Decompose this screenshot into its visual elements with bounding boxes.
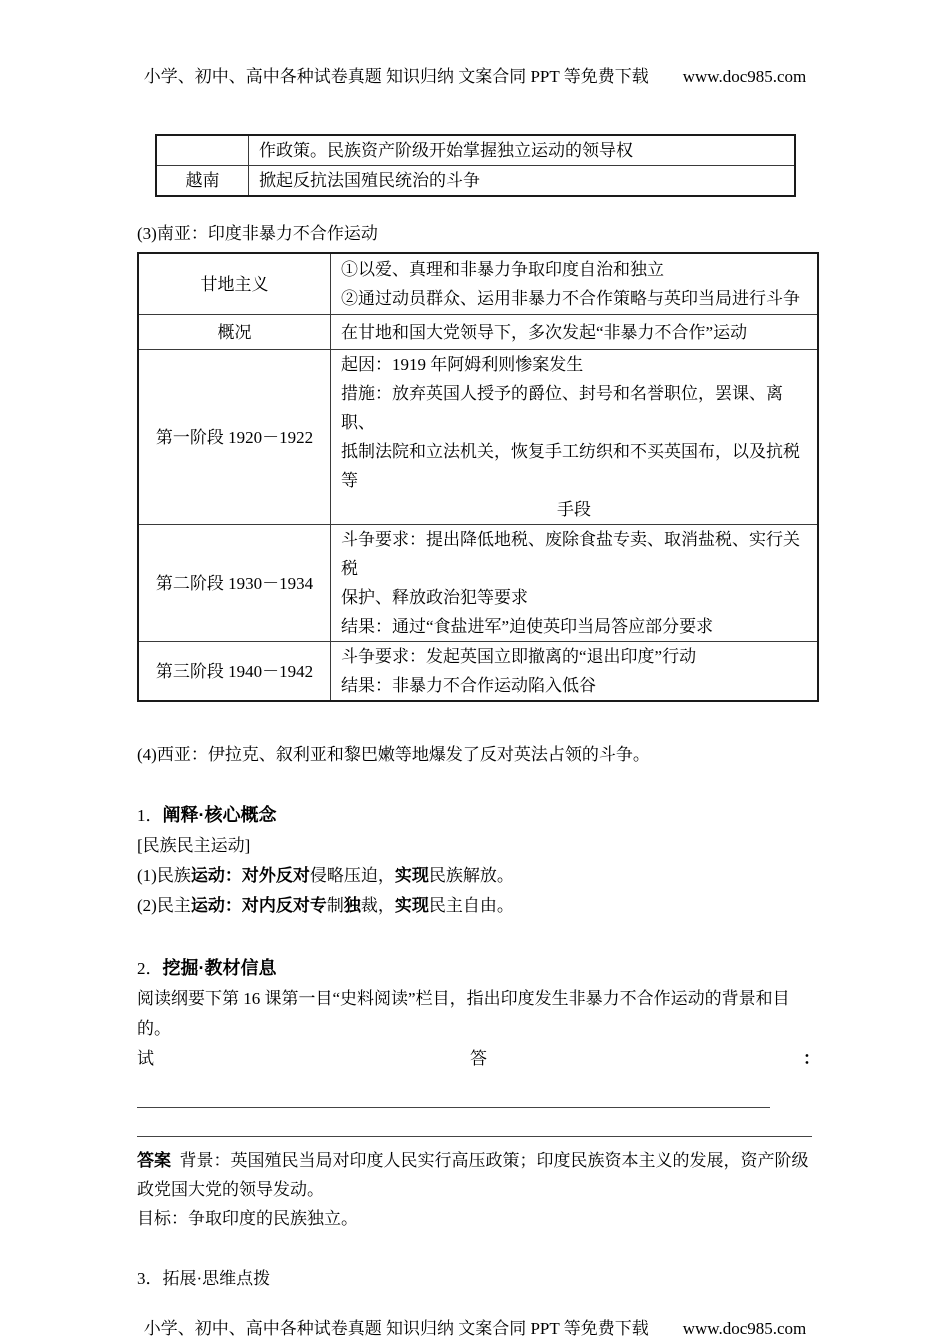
cell-line: 起因：1919 年阿姆利则惨案发生 bbox=[341, 355, 584, 374]
footer-text: 小学、初中、高中各种试卷真题 知识归纳 文案合同 PPT 等免费下载 bbox=[143, 1319, 649, 1338]
block3-heading bbox=[137, 1264, 820, 1294]
answer-text-line2: 政党国大党的领导发动。 bbox=[137, 1180, 324, 1199]
concept1-seg: (1)民族 bbox=[137, 866, 191, 885]
concept2-seg: 独 bbox=[343, 896, 361, 915]
concept1-seg: 侵略压迫， bbox=[309, 866, 395, 885]
table-row bbox=[138, 315, 818, 350]
continuation-table bbox=[155, 134, 796, 197]
row-label-stage2: 第二阶段 1930－1934 bbox=[138, 525, 331, 642]
row-value bbox=[331, 642, 819, 702]
concept1-seg: 实现 bbox=[394, 866, 429, 885]
gandhi-table bbox=[137, 252, 819, 702]
concept-item-1 bbox=[137, 861, 820, 891]
table-row bbox=[138, 350, 818, 525]
block1-title: 阐释·核心概念 bbox=[162, 805, 277, 825]
answer-text-line1: 背景：英国殖民当局对印度人民实行高压政策；印度民族资本主义的发展，资产阶级 bbox=[179, 1151, 809, 1170]
header-site-link[interactable]: www.doc985.com bbox=[682, 67, 807, 86]
block1-heading bbox=[137, 800, 820, 831]
answer-paragraph bbox=[137, 1146, 820, 1233]
concept1-seg: 运动：对外反对 bbox=[190, 866, 310, 885]
table-row bbox=[156, 166, 795, 197]
try-answer-row bbox=[137, 1044, 820, 1074]
block2-heading bbox=[137, 953, 820, 984]
row-value: 在甘地和国大党领导下，多次发起“非暴力不合作”运动 bbox=[331, 315, 819, 350]
cell-line: ②通过动员群众、运用非暴力不合作策略与英印当局进行斗争 bbox=[341, 289, 800, 308]
block2-number: 2． bbox=[137, 959, 163, 978]
table-row bbox=[138, 525, 818, 642]
row-value bbox=[331, 525, 819, 642]
cell-line: 斗争要求：提出降低地税、废除食盐专卖、取消盐税、实行关税 bbox=[341, 530, 800, 578]
cell-line: 保护、释放政治犯等要求 bbox=[341, 588, 528, 607]
cell-line: 措施：放弃英国人授予的爵位、封号和名誉职位，罢课、离职、 bbox=[341, 384, 783, 432]
page-header bbox=[0, 0, 950, 87]
row-value: 掀起反抗法国殖民统治的斗争 bbox=[249, 166, 796, 197]
cell-line: 抵制法院和立法机关，恢复手工纺织和不买英国布，以及抗税等 bbox=[341, 442, 800, 490]
concept2-seg: 实现 bbox=[394, 896, 429, 915]
colon-mark: ： bbox=[803, 1049, 820, 1068]
concept2-seg: (2)民主 bbox=[137, 896, 191, 915]
answer-blank-line-1 bbox=[137, 1087, 770, 1108]
block1-number: 1． bbox=[137, 806, 163, 825]
answer-blank-line-2 bbox=[137, 1116, 812, 1137]
concept2-seg: 民主自由。 bbox=[428, 896, 514, 915]
row-value bbox=[331, 253, 819, 315]
row-value bbox=[331, 350, 819, 525]
cell-line: 斗争要求：发起英国立即撤离的“退出印度”行动 bbox=[341, 647, 697, 666]
answer-goal-line: 目标：争取印度的民族独立。 bbox=[137, 1209, 358, 1228]
row-label-stage3: 第三阶段 1940－1942 bbox=[138, 642, 331, 702]
row-label-stage1: 第一阶段 1920－1922 bbox=[138, 350, 331, 525]
cell-line: ①以爱、真理和非暴力争取印度自治和独立 bbox=[341, 260, 664, 279]
section3-heading: (3)南亚：印度非暴力不合作运动 bbox=[137, 224, 378, 243]
table-row bbox=[138, 642, 818, 702]
cell-line: 手段 bbox=[557, 500, 591, 519]
row-label-vietnam: 越南 bbox=[156, 166, 249, 197]
concept-item-2 bbox=[137, 891, 820, 921]
concept1-seg: 民族解放。 bbox=[428, 866, 514, 885]
row-label-gandhism: 甘地主义 bbox=[138, 253, 331, 315]
table-row bbox=[156, 135, 795, 166]
row-label-overview: 概况 bbox=[138, 315, 331, 350]
concept2-seg: 裁， bbox=[360, 896, 395, 915]
table-row bbox=[138, 253, 818, 315]
page-footer bbox=[0, 1314, 950, 1339]
section4-text: (4)西亚：伊拉克、叙利亚和黎巴嫩等地爆发了反对英法占领的斗争。 bbox=[137, 745, 650, 764]
cell-line: 结果：通过“食盐进军”迫使英印当局答应部分要求 bbox=[341, 617, 714, 636]
answer-label: 答 bbox=[470, 1049, 487, 1068]
block3-number: 3． bbox=[137, 1269, 163, 1288]
row-label-empty bbox=[156, 135, 249, 166]
block1-bracket-label: [民族民主运动] bbox=[137, 836, 251, 855]
block2-title: 挖掘·教材信息 bbox=[162, 958, 277, 978]
header-text: 小学、初中、高中各种试卷真题 知识归纳 文案合同 PPT 等免费下载 bbox=[143, 67, 649, 86]
cell-line: 结果：非暴力不合作运动陷入低谷 bbox=[341, 676, 596, 695]
block2-question-line2: 的。 bbox=[137, 1019, 171, 1038]
answer-badge: 答案 bbox=[137, 1151, 171, 1170]
concept2-seg: 运动：对内反对专 bbox=[190, 896, 327, 915]
block2-question-line1: 阅读纲要下第 16 课第一目“史料阅读”栏目，指出印度发生非暴力不合作运动的背景和目 bbox=[137, 989, 790, 1008]
row-value: 作政策。民族资产阶级开始掌握独立运动的领导权 bbox=[249, 135, 796, 166]
block3-title: 拓展·思维点拨 bbox=[162, 1269, 271, 1288]
footer-site-link[interactable]: www.doc985.com bbox=[682, 1319, 807, 1338]
concept2-seg: 制 bbox=[326, 896, 344, 915]
try-label: 试 bbox=[137, 1049, 154, 1068]
